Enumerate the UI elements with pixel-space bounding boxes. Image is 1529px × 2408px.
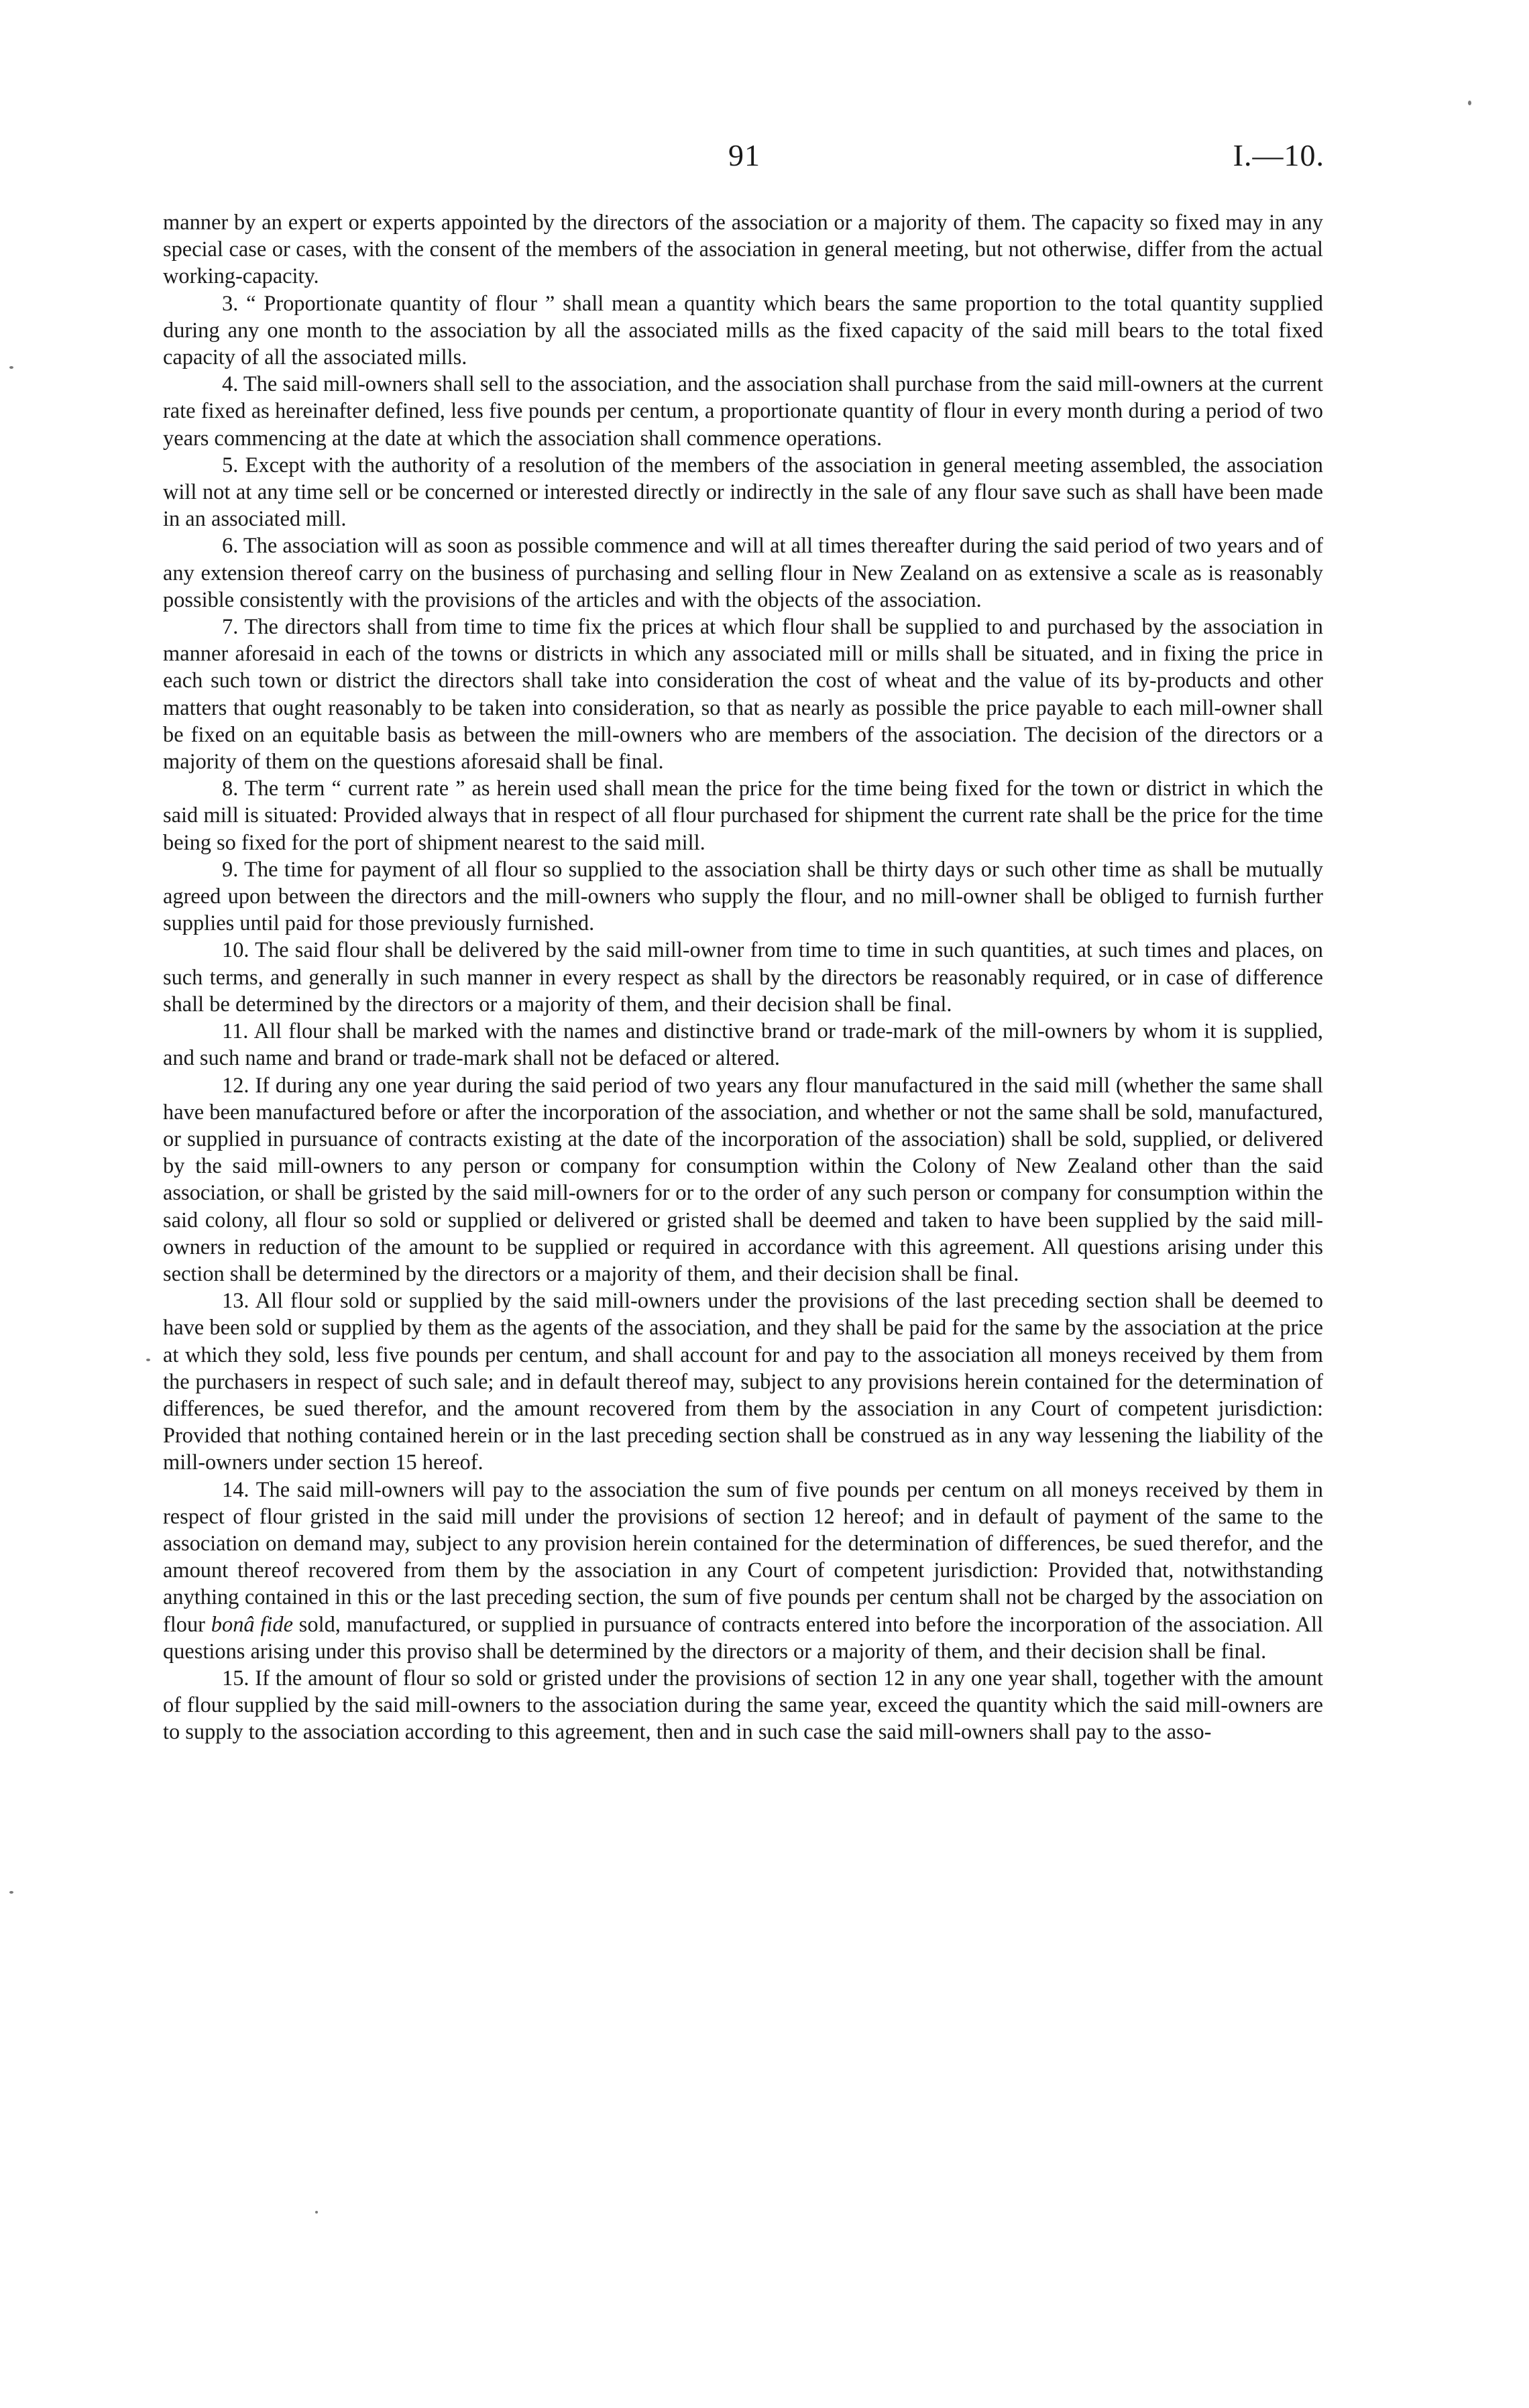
- document-body: [163, 209, 1323, 1746]
- paragraph-14-text-start: 14. The said mill-owners will pay to the association the sum of five pounds per centum on all moneys received by them in respect of flour gristed in the said mill under the provisions of section 12 hereof; and in default of payment of the same to the association on demand may, subject to any provision herein contained for the determination of differences, be sued therefor, and the amount thereof recovered from them by the association in any Court of competent jurisdiction: Provided that, notwithstanding anything contained in this or the last preceding section, the sum of five pounds per centum shall not be charged by the association on flour: [163, 1477, 1323, 1637]
- scan-speck: [9, 366, 13, 369]
- paragraph-section-7: 7. The directors shall from time to time fix the prices at which flour shall be supplied to and purchased by the association in manner aforesaid in each of the towns or districts in which any associated mill or mills shall be situated, and in fixing the price in each such town or district the directors shall take into consideration the cost of wheat and the value of its by-products and other matters that ought reasonably to be taken into consideration, so that as nearly as possible the price payable to each mill-owner shall be fixed on an equitable basis as between the mill-owners who are members of the association. The decision of the directors or a majority of them on the questions aforesaid shall be final.: [163, 615, 1323, 775]
- paragraph-section-9: 9. The time for payment of all flour so supplied to the association shall be thirty days or such other time as shall be mutually agreed upon between the directors and the mill-owners who supply the flour, and no mill-owner shall be obliged to furnish further supplies until paid for those previously furnished.: [163, 857, 1323, 936]
- paragraph-section-11: 11. All flour shall be marked with the names and distinctive brand or trade-mark of the mill-owners by whom it is supplied, and such name and brand or trade-mark shall not be defaced or altered.: [163, 1019, 1323, 1071]
- paragraph-section-13: 13. All flour sold or supplied by the said mill-owners under the provisions of the last preceding section shall be deemed to have been sold or supplied by them as the agents of the association, and they shall be paid for the same by the association at the price at which they sold, less five pounds per centum, and shall account for and pay to the association all moneys received by them from the purchasers in respect of such sale; and in default thereof may, subject to any provisions herein contained for the determination of differences, be sued therefor, and the amount recovered from them by the association in any Court of competent jurisdiction: Provided that nothing contained herein or in the last preceding section shall be construed as in any way lessening the liability of the mill-owners under section 15 hereof.: [163, 1289, 1323, 1475]
- paragraph-section-15: 15. If the amount of flour so sold or gristed under the provisions of section 12 in any one year shall, together with the amount of flour supplied by the said mill-owners to the association during the same year, exceed the quantity which the said mill-owners are to supply to the association according to this agreement, then and in such case the said mill-owners shall pay to the asso-: [163, 1666, 1323, 1745]
- paragraph-section-12: 12. If during any one year during the said period of two years any flour manufactured in the said mill (whether the same shall have been manufactured before or after the incorporation of the association, and whether or not the same shall be sold, manufactured, or supplied in pursuance of contracts existing at the date of the incorporation of the association) shall be sold, supplied, or delivered by the said mill-owners to any person or company for consumption within the Colony of New Zealand other than the said association, or shall be gristed by the said mill-owners for or to the order of any such person or company for consumption within the said colony, all flour so sold or supplied or delivered or gristed shall be deemed and taken to have been supplied by the said mill-owners in reduction of the amount to be supplied or required in accordance with this agreement. All questions arising under this section shall be determined by the directors or a majority of them, and their decision shall be final.: [163, 1073, 1323, 1286]
- page-number: 91: [728, 138, 760, 172]
- paragraph-14-italic-phrase: bonâ fide: [211, 1612, 293, 1637]
- paragraph-continuation: manner by an expert or experts appointed by the directors of the association or a majority of them. The capacity so fixed may in any special case or cases, with the consent of the members of the association in general meeting, but not otherwise, differ from the actual working-capacity.: [163, 211, 1323, 289]
- paragraph-section-3: 3. “ Proportionate quantity of flour ” shall mean a quantity which bears the same proportion to the total quantity supplied during any one month to the association by all the associated mills as the fixed capacity of the said mill bears to the total fixed capacity of all the associated mills.: [163, 291, 1323, 370]
- scan-speck: [9, 1891, 13, 1894]
- page-header: [0, 137, 1529, 191]
- document-reference: I.—10.: [1233, 138, 1324, 172]
- paragraph-section-6: 6. The association will as soon as possible commence and will at all times thereafter during the said period of two years and of any extension thereof carry on the business of purchasing and selling flour in New Zealand on as extensive a scale as is reasonably possible consistently with the provisions of the articles and with the objects of the association.: [163, 534, 1323, 612]
- scan-speck: [315, 2211, 318, 2214]
- paragraph-section-10: 10. The said flour shall be delivered by the said mill-owner from time to time in such quantities, at such times and places, on such terms, and generally in such manner in every respect as shall by the directors be reasonably required, or in case of difference shall be determined by the directors or a majority of them, and their decision shall be final.: [163, 938, 1323, 1017]
- scan-speck: [1468, 101, 1471, 105]
- paragraph-section-4: 4. The said mill-owners shall sell to the association, and the association shall purchase from the said mill-owners at the current rate fixed as hereinafter defined, less five pounds per centum, a proportionate quantity of flour in every month during a period of two years commencing at the date at which the association shall commence operations.: [163, 372, 1323, 451]
- paragraph-section-8: 8. The term “ current rate ” as herein used shall mean the price for the time being fixed for the town or district in which the said mill is situated: Provided always that in respect of all flour purchased for shipment the current rate shall be the price for the time being so fixed for the port of shipment nearest to the said mill.: [163, 777, 1323, 855]
- paragraph-section-14: [163, 1477, 1323, 1665]
- scan-speck: [146, 1359, 150, 1361]
- paragraph-14-text-end: sold, manufactured, or supplied in pursuance of contracts entered into before the incorporation of the association. All questions arising under this proviso shall be determined by the directors or a majority of them, and their decision shall be final.: [163, 1612, 1324, 1664]
- paragraph-section-5: 5. Except with the authority of a resolution of the members of the association in general meeting assembled, the association will not at any time sell or be concerned or interested directly or indirectly in the sale of any flour save such as shall have been made in an associated mill.: [163, 453, 1323, 532]
